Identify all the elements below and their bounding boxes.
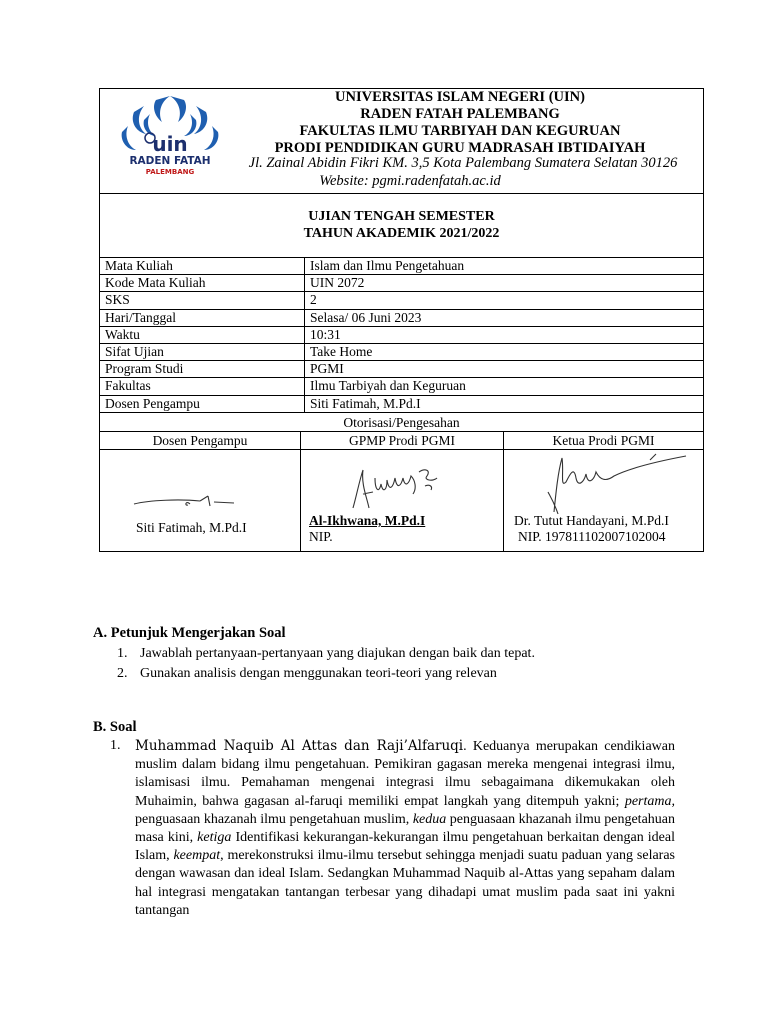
address: Jl. Zainal Abidin Fikri KM. 3,5 Kota Palembang Sumatera Selatan 30126 <box>248 155 678 171</box>
info-label: Dosen Pengampu <box>100 395 305 412</box>
question-emphasis: ketiga <box>197 830 232 846</box>
table-row <box>100 378 703 395</box>
table-row <box>100 292 703 309</box>
gpmp-name: Al-Ikhwana, M.Pd.I <box>309 513 426 528</box>
signature-head-head-of-program: Ketua Prodi PGMI <box>504 432 703 450</box>
logo-palembang-text: PALEMBANG <box>145 168 195 176</box>
question-names: Muhammad Naquib Al Attas dan Raji’Alfaruqi <box>135 738 464 754</box>
exam-header-box <box>99 88 704 552</box>
signature-gpmp-icon <box>345 464 455 514</box>
lecturer-name: Siti Fatimah, M.Pd.I <box>136 520 247 535</box>
info-value: PGMI <box>305 361 704 378</box>
table-row <box>100 258 703 275</box>
section-a-heading: A. Petunjuk Mengerjakan Soal <box>93 625 286 641</box>
info-label: SKS <box>100 292 305 309</box>
program-name: PRODI PENDIDIKAN GURU MADRASAH IBTIDAIYAH <box>274 140 646 156</box>
university-subname: RADEN FATAH PALEMBANG <box>360 106 560 122</box>
institution-name-block <box>220 89 700 157</box>
info-label: Fakultas <box>100 378 305 395</box>
question-text: Identifikasi kekurangan-kekurangan ilmu pengetahuan berkaitan dengan ideal Islam, <box>135 830 675 864</box>
head-of-program-nip: NIP. 197811102007102004 <box>518 529 666 544</box>
info-value: Ilmu Tarbiyah dan Keguruan <box>305 378 704 395</box>
table-row <box>100 361 703 378</box>
website: Website: pgmi.radenfatah.ac.id <box>319 173 501 189</box>
question-1 <box>110 737 675 920</box>
question-text: penguasaan khazanah ilmu pengetahuan masa kini, <box>135 811 675 846</box>
info-value: Siti Fatimah, M.Pd.I <box>305 395 704 412</box>
table-row <box>100 326 703 343</box>
info-value: UIN 2072 <box>305 275 704 292</box>
info-label: Mata Kuliah <box>100 258 305 275</box>
info-label: Kode Mata Kuliah <box>100 275 305 292</box>
uin-logo <box>114 92 226 178</box>
info-value: Islam dan Ilmu Pengetahuan <box>305 258 704 275</box>
authorization-heading: Otorisasi/Pengesahan <box>100 414 703 432</box>
faculty-name: FAKULTAS ILMU TARBIYAH DAN KEGURUAN <box>299 123 621 139</box>
gpmp-nip: NIP. <box>309 529 333 544</box>
info-label: Hari/Tanggal <box>100 309 305 326</box>
exam-title-line1: UJIAN TENGAH SEMESTER <box>308 209 495 224</box>
exam-title <box>100 194 703 258</box>
question-text: , merekonstruksi ilmu-ilmu tersebut sehingga menjadi suatu paduan yang selaras dengan wawasan dan ideal Islam. Sedangkan Muhammad Naquib al-Attas yang sepaham dalam hal integrasi mengatakan tantangan terbesar yang dihadapi umat muslim pada saat ini yakni tantangan <box>135 848 675 918</box>
info-label: Program Studi <box>100 361 305 378</box>
signature-lecturer-icon <box>130 490 240 515</box>
logo-uin-text: uin <box>152 132 188 156</box>
list-item-number: 2. <box>117 666 128 681</box>
info-value: 10:31 <box>305 326 704 343</box>
list-item-text: Gunakan analisis dengan menggunakan teori-teori yang relevan <box>140 666 497 681</box>
institution-header <box>100 89 703 194</box>
list-item-number: 1. <box>117 646 128 661</box>
question-text: penguasaan khazanah ilmu pengetahuan muslim, <box>135 811 413 827</box>
signature-cell-head-of-program <box>504 450 703 552</box>
signature-head-gpmp: GPMP Prodi PGMI <box>301 432 504 450</box>
table-row <box>100 395 703 412</box>
info-label: Sifat Ujian <box>100 343 305 360</box>
section-b-heading: B. Soal <box>93 719 137 735</box>
exam-title-line2: TAHUN AKADEMIK 2021/2022 <box>303 226 500 241</box>
list-item-text: Jawablah pertanyaan-pertanyaan yang diajukan dengan baik dan tepat. <box>140 646 535 661</box>
signature-head-of-program-icon <box>540 452 690 522</box>
question-text: . Keduanya merupakan cendikiawan muslim dalam bidang ilmu pengetahuan. Pemikiran gagasan mereka mengenai integrasi ilmu, islamisasi ilmu. Pemahaman mengenai integrasi ilmu sebagaimana dikemukakan oleh Muhaimin, bahwa gagasan al-faruqi memiliki empat langkah yang ditempuh yakni; <box>135 739 675 809</box>
signature-cell-gpmp <box>301 450 504 552</box>
question-emphasis: kedua <box>412 811 447 827</box>
exam-info-table <box>100 258 703 413</box>
question-emphasis: pertama, <box>624 793 675 809</box>
head-of-program-name: Dr. Tutut Handayani, M.Pd.I <box>514 513 669 528</box>
table-row <box>100 309 703 326</box>
university-name: UNIVERSITAS ISLAM NEGERI (UIN) <box>335 89 585 105</box>
signature-head-lecturer: Dosen Pengampu <box>100 432 301 450</box>
signature-cell-lecturer <box>100 450 301 552</box>
info-value: 2 <box>305 292 704 309</box>
logo-raden-fatah-text: RADEN FATAH <box>129 155 211 167</box>
table-row <box>100 343 703 360</box>
question-emphasis: keempat <box>173 848 221 864</box>
info-label: Waktu <box>100 326 305 343</box>
question-number: 1. <box>110 738 121 753</box>
info-value: Selasa/ 06 Juni 2023 <box>305 309 704 326</box>
table-row <box>100 275 703 292</box>
info-value: Take Home <box>305 343 704 360</box>
